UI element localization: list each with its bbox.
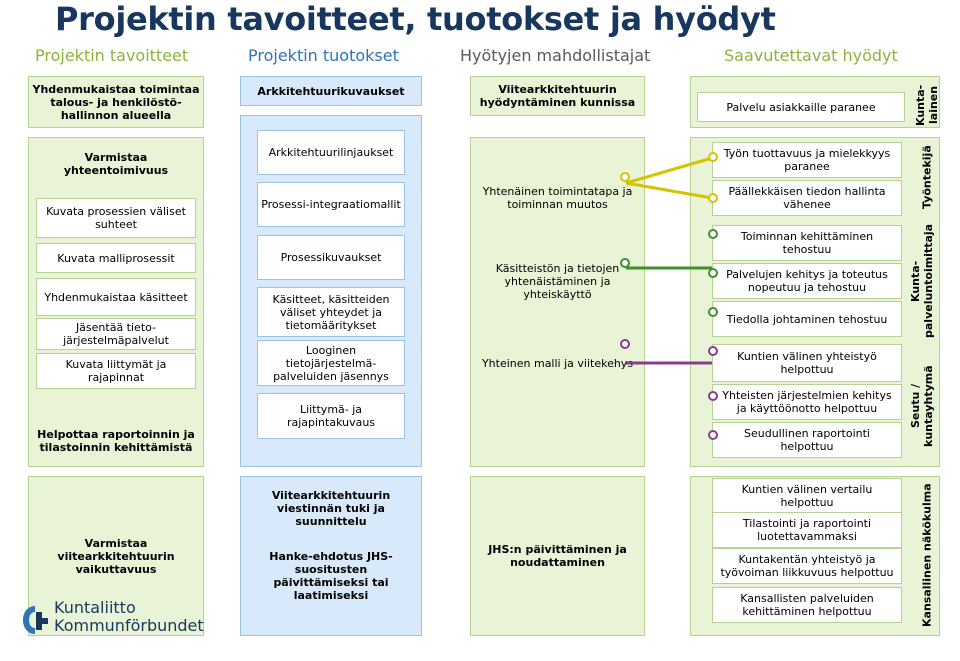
side-label-tyontekija: Työntekijä — [920, 145, 934, 210]
goal-s3: Yhdenmukaistaa käsitteet — [36, 278, 196, 316]
output-b1: Viitearkkitehtuurin viestinnän tuki ja suunnittelu — [271, 488, 391, 528]
goal-b3: Varmistaa viitearkkitehtuurin vaikuttavuus — [28, 476, 204, 636]
benefit-b1: Työn tuottavuus ja mielekkyys paranee — [712, 142, 902, 178]
benefit-b2: Päällekkäisen tiedon hallinta vähenee — [712, 180, 902, 216]
benefit-top: Palvelu asiakkaille paranee — [697, 92, 905, 122]
output-b2: Hanke-ehdotus JHS-suositusten päivittämiseksi tai laatimiseksi — [269, 550, 393, 602]
output-o6: Liittymä- ja rajapintakuvaus — [257, 393, 405, 439]
enabler-e2: Käsitteistön ja tietojen yhtenäistäminen ja yhteiskäyttö — [495, 261, 620, 301]
connector-dot-icon — [708, 430, 718, 440]
output-o5: Looginen tietojärjestelmä-palveluiden jäsennys — [257, 340, 405, 386]
connector-dot-icon — [620, 258, 630, 268]
benefit-b5: Tiedolla johtaminen tehostuu — [712, 301, 902, 337]
benefit-b7: Yhteisten järjestelmien kehitys ja käyttöönotto helpottuu — [712, 384, 902, 420]
benefit-b4: Palvelujen kehitys ja toteutus nopeutuu ja tehostuu — [712, 263, 902, 299]
side-label-kuntalainen: Kunta-lainen — [914, 84, 940, 126]
side-label-seutu: Seutu / kuntayhtymä — [909, 365, 935, 447]
goal-s4: Jäsentää tieto-järjestelmäpalvelut — [36, 318, 196, 350]
benefit-b8: Seudullinen raportointi helpottuu — [712, 422, 902, 458]
column-header-benefits: Saavutettavat hyödyt — [724, 46, 898, 65]
enabler-e4: JHS:n päivittäminen ja noudattaminen — [470, 476, 645, 636]
enabler-e3: Yhteinen malli ja viitekehys — [481, 356, 634, 370]
goal-b1: Varmistaa yhteentoimivuus — [63, 151, 169, 177]
benefit-b12: Kansallisten palveluiden kehittäminen helpottuu — [712, 587, 902, 623]
logo-line-2: Kommunförbundet — [54, 616, 204, 635]
page-title: Projektin tavoitteet, tuotokset ja hyödyt — [55, 0, 776, 38]
connector-dot-icon — [620, 172, 630, 182]
connector-dot-icon — [708, 268, 718, 278]
enabler-main: Viitearkkitehtuurin hyödyntäminen kunnissa — [470, 76, 645, 116]
benefit-b11: Kuntakentän yhteistyö ja työvoiman liikkuvuus helpottuu — [712, 548, 902, 584]
goal-s1: Kuvata prosessien väliset suhteet — [36, 198, 196, 238]
benefit-b10: Tilastointi ja raportointi luotettavammaksi — [712, 512, 902, 548]
output-main: Arkkitehtuurikuvaukset — [240, 76, 422, 106]
benefit-b3: Toiminnan kehittäminen tehostuu — [712, 225, 902, 261]
output-o1: Arkkitehtuurilinjaukset — [257, 130, 405, 175]
connector-dot-icon — [708, 152, 718, 162]
connector-dot-icon — [708, 229, 718, 239]
benefit-b6: Kuntien välinen yhteistyö helpottuu — [712, 344, 902, 382]
kuntaliitto-logo — [18, 598, 208, 648]
enabler-e1: Yhtenäinen toimintatapa ja toiminnan muutos — [482, 185, 633, 211]
connector-dot-icon — [620, 339, 630, 349]
connector-dot-icon — [708, 307, 718, 317]
side-label-palveluntoimittaja: Kunta-palveluntoimittaja — [909, 223, 935, 339]
side-label-kansallinen: Kansallinen näkökulma — [920, 483, 934, 627]
goal-b2: Helpottaa raportoinnin ja tilastoinnin kehittämistä — [37, 428, 195, 454]
benefit-b9: Kuntien välinen vertailu helpottuu — [712, 478, 902, 514]
connector-dot-icon — [708, 391, 718, 401]
output-o3: Prosessikuvaukset — [257, 235, 405, 280]
column-header-outputs: Projektin tuotokset — [248, 46, 399, 65]
output-o2: Prosessi-integraatiomallit — [257, 182, 405, 227]
connector-dot-icon — [708, 193, 718, 203]
logo-line-1: Kuntaliitto — [54, 598, 136, 617]
column-header-goals: Projektin tavoitteet — [35, 46, 189, 65]
connector-dot-icon — [708, 346, 718, 356]
goal-s5: Kuvata liittymät ja rajapinnat — [36, 353, 196, 389]
connector-yellow-1 — [626, 158, 712, 183]
kuntaliitto-logo-icon — [18, 600, 52, 640]
goal-s2: Kuvata malliprosessit — [36, 243, 196, 273]
goal-main: Yhdenmukaistaa toimintaa talous- ja henkilöstö-hallinnon alueella — [28, 76, 204, 128]
output-o4: Käsitteet, käsitteiden väliset yhteydet ja tietomääritykset — [257, 287, 405, 337]
column-header-enablers: Hyötyjen mahdollistajat — [460, 46, 651, 65]
connector-yellow-2 — [626, 183, 712, 198]
